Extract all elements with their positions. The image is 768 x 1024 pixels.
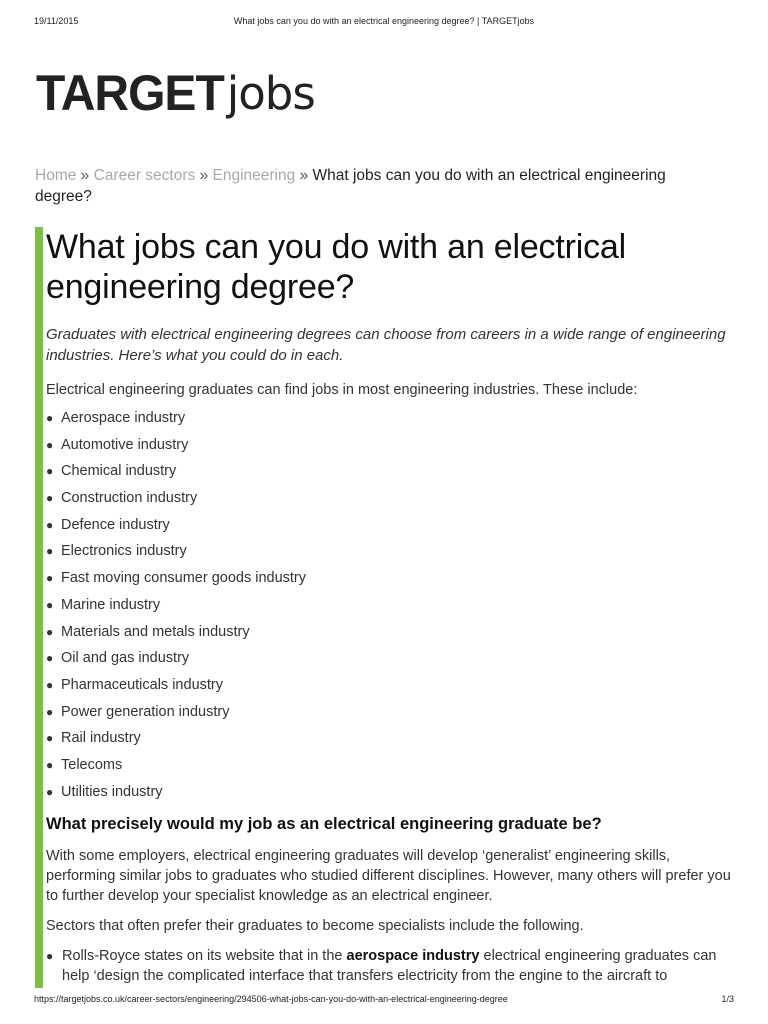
- bullet-icon: ●: [46, 571, 54, 586]
- bullet-icon: ●: [46, 597, 54, 612]
- bullet-icon: ●: [46, 784, 54, 799]
- article: [35, 227, 733, 988]
- list-item: ● Pharmaceuticals industry: [46, 676, 223, 693]
- print-footer: [34, 994, 734, 1008]
- list-item: ● Defence industry: [46, 516, 170, 533]
- bullet-icon: ●: [46, 544, 54, 559]
- print-page-title: What jobs can you do with an electrical engineering degree? | TARGETjobs: [233, 16, 535, 26]
- bullet-icon: ●: [46, 517, 54, 532]
- breadcrumb-current: What jobs can you do with an electrical engineering degree?: [35, 167, 666, 205]
- bullet-icon: ●: [46, 437, 54, 452]
- breadcrumb-separator: »: [299, 167, 309, 184]
- list-item: ● Telecoms: [46, 756, 123, 773]
- bullet-icon: ●: [46, 411, 54, 425]
- bullet-icon: ●: [46, 949, 54, 964]
- breadcrumb: [35, 165, 695, 207]
- breadcrumb-home-link[interactable]: Home: [35, 167, 77, 184]
- list-item: ● Oil and gas industry: [46, 650, 190, 667]
- list-item: ● Materials and metals industry: [46, 623, 250, 640]
- breadcrumb-engineering-link[interactable]: Engineering: [212, 167, 296, 184]
- bullet-icon: ●: [46, 704, 54, 719]
- logo-jobs-text: jobs: [226, 67, 315, 120]
- list-item: ● Power generation industry: [46, 703, 230, 720]
- bullet-icon: ●: [46, 491, 54, 506]
- list-item: ● Chemical industry: [46, 463, 177, 480]
- print-date: 19/11/2015: [34, 16, 79, 26]
- bullet-icon: ●: [46, 464, 54, 479]
- list-item: ● Marine industry: [46, 596, 161, 613]
- breadcrumb-separator: »: [199, 167, 209, 184]
- bullet-icon: ●: [46, 651, 54, 666]
- print-header: [34, 16, 734, 30]
- page-title: What jobs can you do with an electrical engineering degree?: [46, 228, 626, 306]
- logo-target-text: TARGET: [36, 65, 224, 122]
- section-heading: What precisely would my job as an electrical engineering graduate be?: [46, 815, 602, 834]
- bullet-icon: ●: [46, 731, 54, 746]
- bold-term: aerospace industry: [346, 948, 480, 965]
- body-paragraph: With some employers, electrical engineering graduates will develop ‘generalist’ engineering skills, performing similar jobs to graduates who studied different disciplines. However, many others will prefer you to further develop your specialist knowledge as an electrical engineer.: [46, 848, 731, 905]
- bullet-icon: ●: [46, 624, 54, 639]
- bullet-icon: ●: [46, 757, 54, 772]
- body-paragraph: Sectors that often prefer their graduates to become specialists include the following.: [46, 918, 584, 935]
- list-item: ● Electronics industry: [46, 543, 187, 560]
- sectors-list: [46, 946, 733, 986]
- article-intro: Electrical engineering graduates can find jobs in most engineering industries. These include:: [46, 382, 638, 398]
- list-item: ● Construction industry: [46, 490, 198, 507]
- list-item: ● Rail industry: [46, 730, 141, 747]
- targetjobs-logo[interactable]: [36, 65, 315, 140]
- article-standfirst: Graduates with electrical engineering degrees can choose from careers in a wide range of engineering industries. Here’s what you could do in each.: [46, 326, 726, 364]
- list-item: ● Automotive industry: [46, 436, 189, 453]
- list-item: ● Utilities industry: [46, 783, 163, 800]
- breadcrumb-career-sectors-link[interactable]: Career sectors: [93, 167, 196, 184]
- bullet-icon: ●: [46, 677, 54, 692]
- list-item: ● Rolls-Royce states on its website that in the aerospace industry electrical engineering graduates can help ‘design the complicated interface that transfers electricity from the engine to the aircraft to: [46, 948, 717, 985]
- list-item: ● Fast moving consumer goods industry: [46, 570, 306, 587]
- page-number: 1/3: [721, 994, 734, 1004]
- industries-list: [46, 408, 733, 808]
- print-url: https://targetjobs.co.uk/career-sectors/engineering/294506-what-jobs-can-you-do-with-an-electrical-engineering-degree: [34, 994, 508, 1004]
- list-item: ● Aerospace industry: [46, 410, 186, 426]
- breadcrumb-separator: »: [80, 167, 90, 184]
